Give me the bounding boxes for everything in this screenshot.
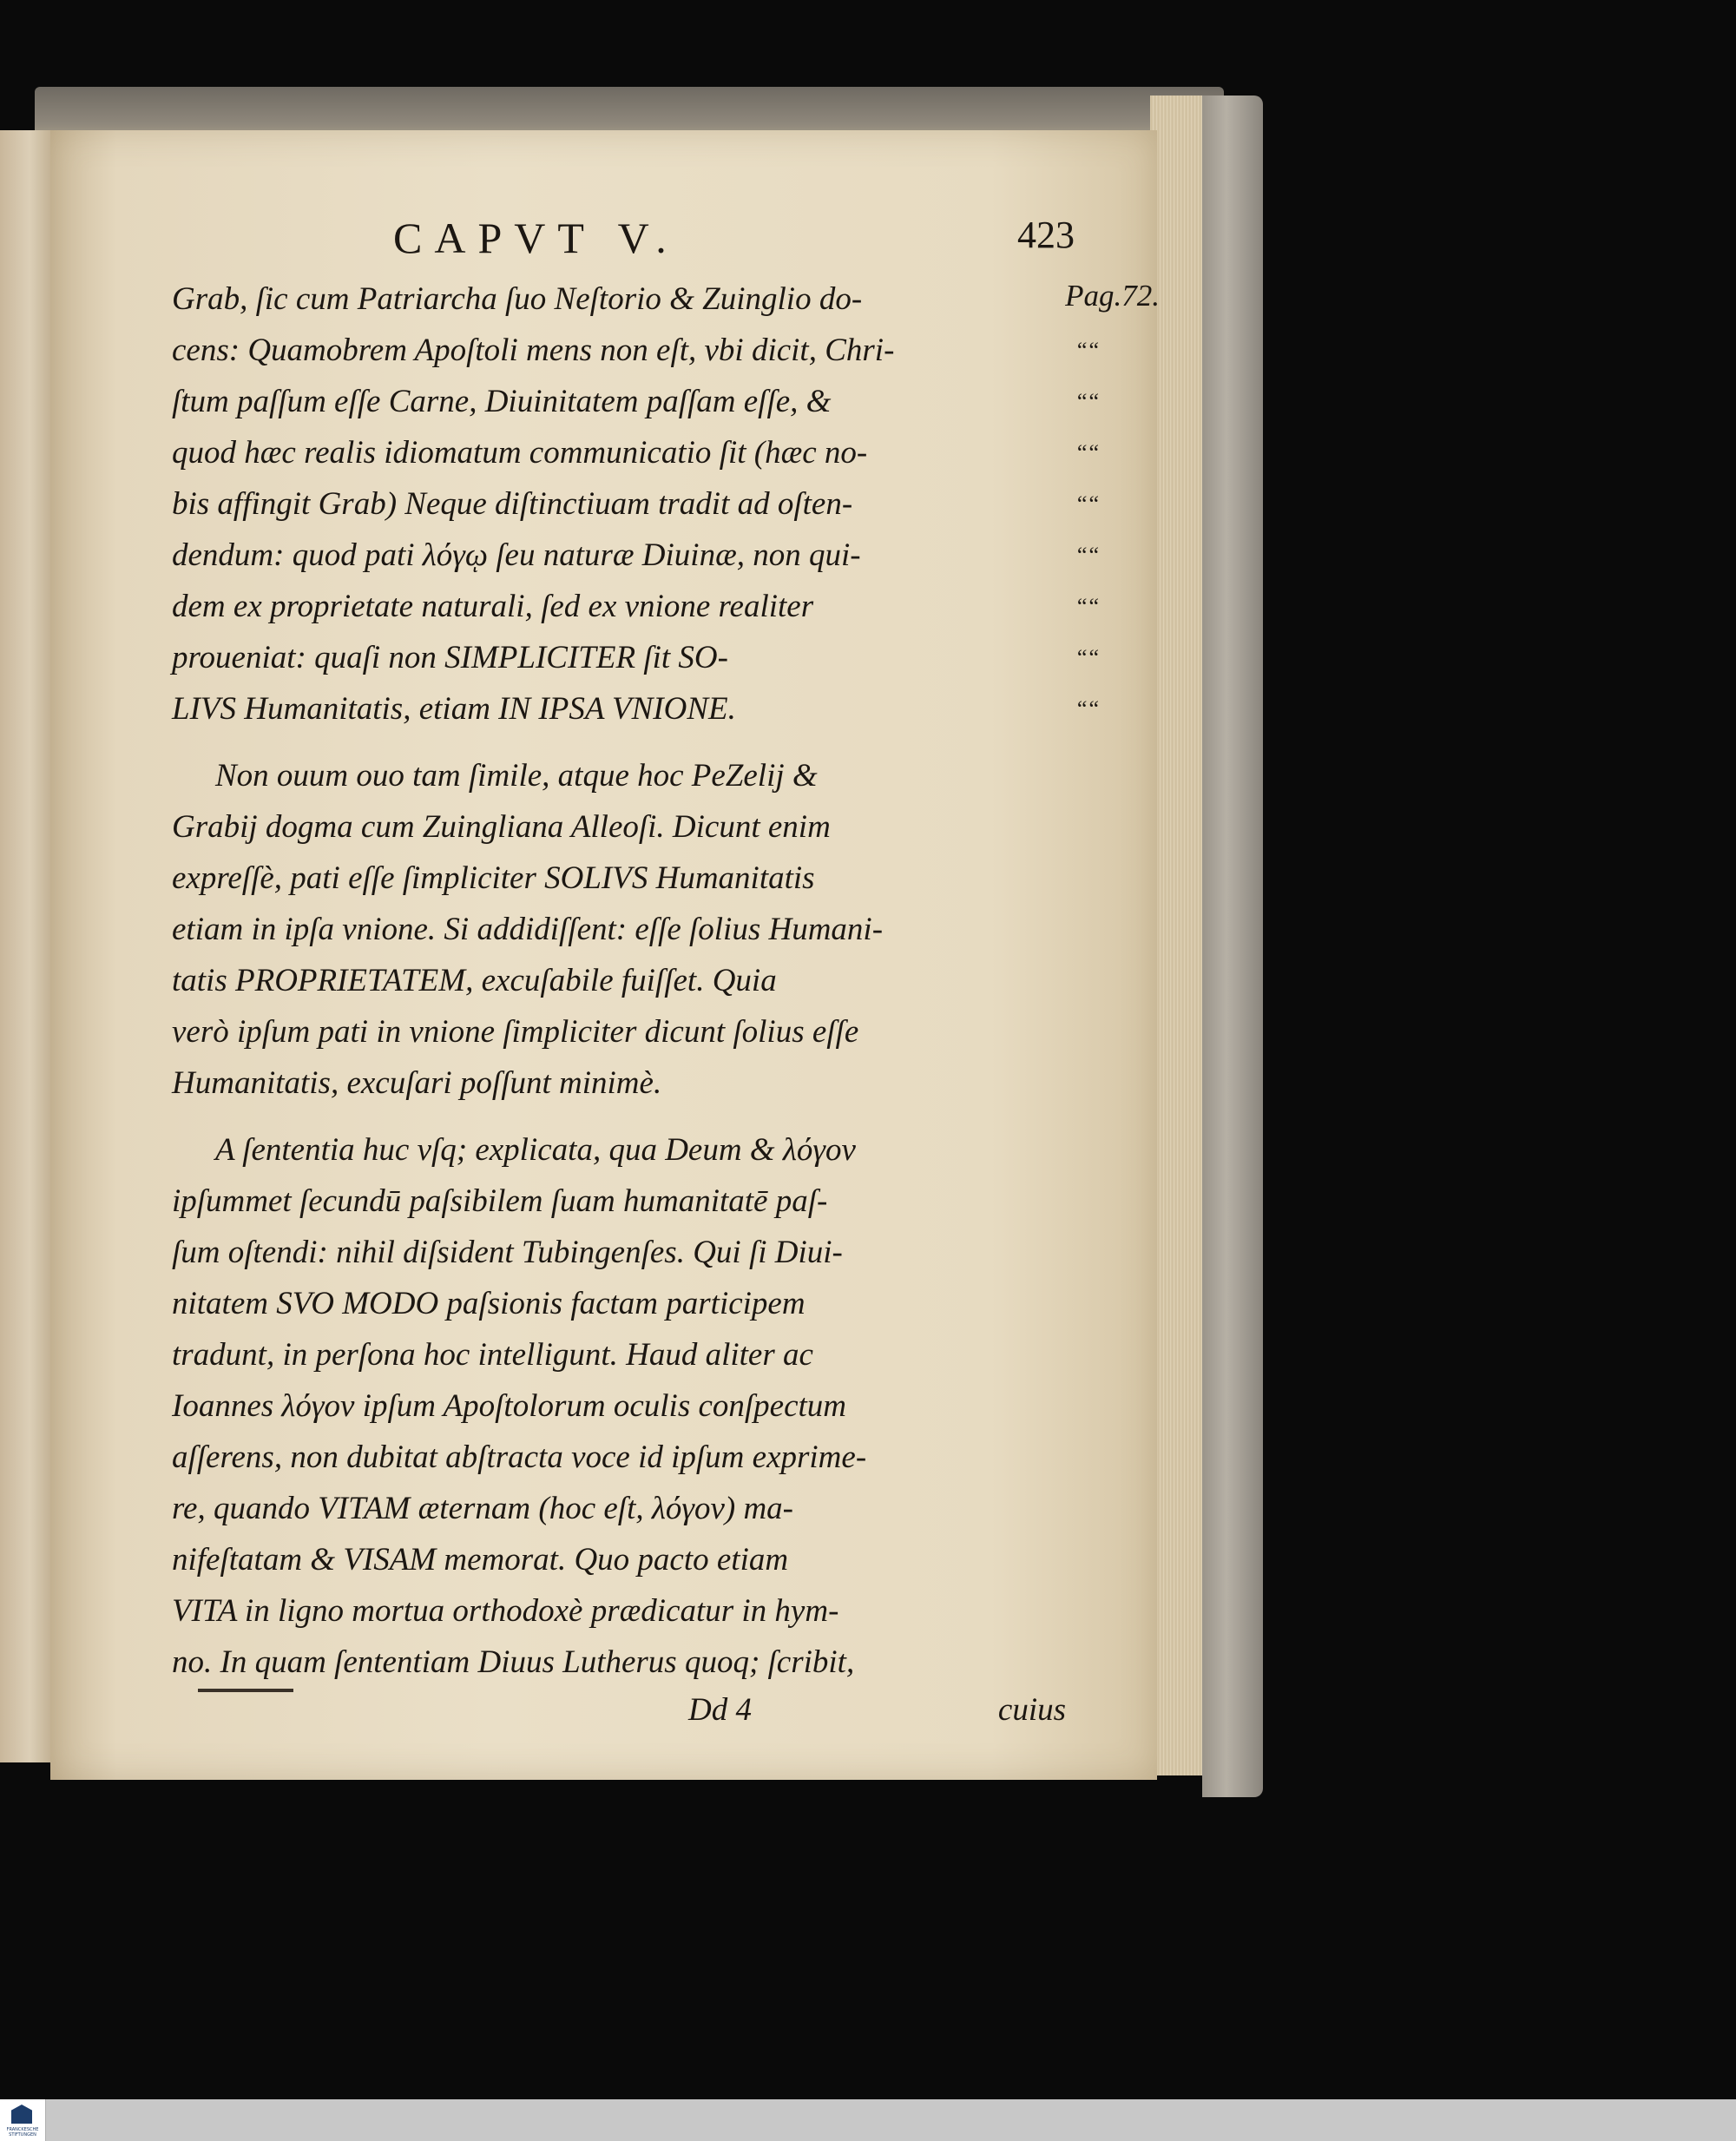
text-line xyxy=(172,1124,1066,1176)
text-line-content: ſtum paſſum eſſe Carne, Diuinitatem paſſam eſſe, & xyxy=(172,384,832,419)
text-line xyxy=(172,1483,1066,1534)
text-line-content: Grab, ſic cum Patriarcha ſuo Neſtorio & Zuinglio do- xyxy=(172,281,863,317)
text-line xyxy=(172,581,1101,632)
text-line xyxy=(172,1227,1066,1278)
text-line xyxy=(172,1585,1066,1637)
text-line-content: bis affingit Grab) Neque diſtinctiuam tradit ad oſten- xyxy=(172,486,853,522)
text-line-content: quod hæc realis idiomatum communicatio ſit (hæc no- xyxy=(172,435,868,471)
text-line-content: etiam in ipſa vnione. Si addidiſſent: eſſe ſolius Humani- xyxy=(172,912,884,947)
bottom-rule xyxy=(198,1689,293,1692)
quotation-mark: ““ xyxy=(1076,594,1101,619)
signature-mark: Dd 4 xyxy=(688,1692,752,1728)
text-line xyxy=(172,1176,1066,1227)
text-line-content: re, quando VITAM æternam (hoc eſt, λόγον) ma- xyxy=(172,1491,793,1526)
quotation-mark: ““ xyxy=(1076,543,1101,568)
text-line-content: nitatem SVO MODO paſsionis factam participem xyxy=(172,1286,806,1321)
text-line-content: A ſententia huc vſq; explicata, qua Deum & λόγον xyxy=(215,1132,856,1168)
book-cover-right xyxy=(1202,96,1263,1797)
marginal-note: Pag.72. xyxy=(1065,279,1160,313)
text-lines xyxy=(172,273,1160,1688)
text-line xyxy=(172,1380,1066,1432)
page-edges xyxy=(1150,96,1202,1775)
text-line-content: tatis PROPRIETATEM, excuſabile fuiſſet. Quia xyxy=(172,963,777,998)
text-line xyxy=(172,273,1160,325)
text-line-content: ſum oſtendi: nihil diſsident Tubingenſes. Qui ſi Diui- xyxy=(172,1235,843,1270)
text-line-content: LIVS Humanitatis, etiam IN IPSA VNIONE. xyxy=(172,691,736,727)
text-line-content: aſſerens, non dubitat abſtracta voce id ipſum exprime- xyxy=(172,1439,867,1475)
text-line-content: VITA in ligno mortua orthodoxè prædicatur in hym- xyxy=(172,1593,839,1629)
quotation-mark: ““ xyxy=(1076,338,1101,363)
running-head-title: CAPVT V. xyxy=(393,214,679,262)
text-line xyxy=(172,801,1066,853)
footer-bar xyxy=(0,2099,1736,2141)
text-line-content: ipſummet ſecundū paſsibilem ſuam humanitatē paſ- xyxy=(172,1183,828,1219)
text-line xyxy=(172,750,1066,801)
quotation-mark: ““ xyxy=(1076,696,1101,721)
text-line-content: verò ipſum pati in vnione ſimpliciter dicunt ſolius eſſe xyxy=(172,1014,859,1050)
text-line-content: expreſſè, pati eſſe ſimpliciter SOLIVS Humanitatis xyxy=(172,860,815,896)
text-line-content: Grabij dogma cum Zuingliana Alleoſi. Dicunt enim xyxy=(172,809,831,845)
footer-logo[interactable] xyxy=(0,2099,46,2141)
text-line-content: nifeſtatam & VISAM memorat. Quo pacto etiam xyxy=(172,1542,789,1578)
text-line xyxy=(172,1432,1066,1483)
text-line xyxy=(172,1637,1066,1688)
paragraph-gap xyxy=(172,735,1066,750)
text-line xyxy=(172,427,1101,478)
text-line-content: cens: Quamobrem Apoſtoli mens non eſt, vbi dicit, Chri- xyxy=(172,333,895,368)
text-line xyxy=(172,632,1101,683)
text-line-content: Humanitatis, excuſari poſſunt minimè. xyxy=(172,1065,662,1101)
page-number: 423 xyxy=(1017,214,1075,256)
text-line xyxy=(172,1534,1066,1585)
text-line xyxy=(172,530,1101,581)
text-line xyxy=(172,376,1101,427)
text-line-content: tradunt, in perſona hoc intelligunt. Haud aliter ac xyxy=(172,1337,813,1373)
text-line-content: dendum: quod pati λόγῳ ſeu naturæ Diuinæ, non qui- xyxy=(172,537,861,573)
paragraph-gap xyxy=(172,1109,1066,1124)
text-line xyxy=(172,1278,1066,1329)
text-line xyxy=(172,478,1101,530)
signature-line xyxy=(172,1691,1066,1743)
text-line xyxy=(172,904,1066,955)
quotation-mark: ““ xyxy=(1076,440,1101,465)
text-line-content: proueniat: quaſi non SIMPLICITER ſit SO- xyxy=(172,640,728,675)
text-line xyxy=(172,683,1101,735)
text-line xyxy=(172,1329,1066,1380)
text-line xyxy=(172,853,1066,904)
text-line xyxy=(172,1006,1066,1057)
text-line xyxy=(172,955,1066,1006)
page-text-block xyxy=(172,213,1160,1743)
quotation-mark: ““ xyxy=(1076,389,1101,414)
text-line-content: Ioannes λόγον ipſum Apoſtolorum oculis conſpectum xyxy=(172,1388,847,1424)
text-line xyxy=(172,1057,1066,1109)
previous-page-edge xyxy=(0,130,54,1762)
quotation-mark: ““ xyxy=(1076,645,1101,670)
footer-logo-text: FRANCKESCHE STIFTUNGEN xyxy=(6,2127,39,2138)
catchword: cuius xyxy=(997,1692,1066,1728)
institution-logo-icon xyxy=(11,2105,32,2124)
text-line-content: no. In quam ſententiam Diuus Lutherus quoq; ſcribit, xyxy=(172,1644,855,1680)
text-line xyxy=(172,325,1101,376)
text-line-content: dem ex proprietate naturali, ſed ex vnione realiter xyxy=(172,589,814,624)
book-page xyxy=(50,130,1160,1780)
quotation-mark: ““ xyxy=(1076,491,1101,517)
running-head xyxy=(172,213,1075,273)
text-line-content: Non ouum ouo tam ſimile, atque hoc PeZelij & xyxy=(215,758,818,794)
